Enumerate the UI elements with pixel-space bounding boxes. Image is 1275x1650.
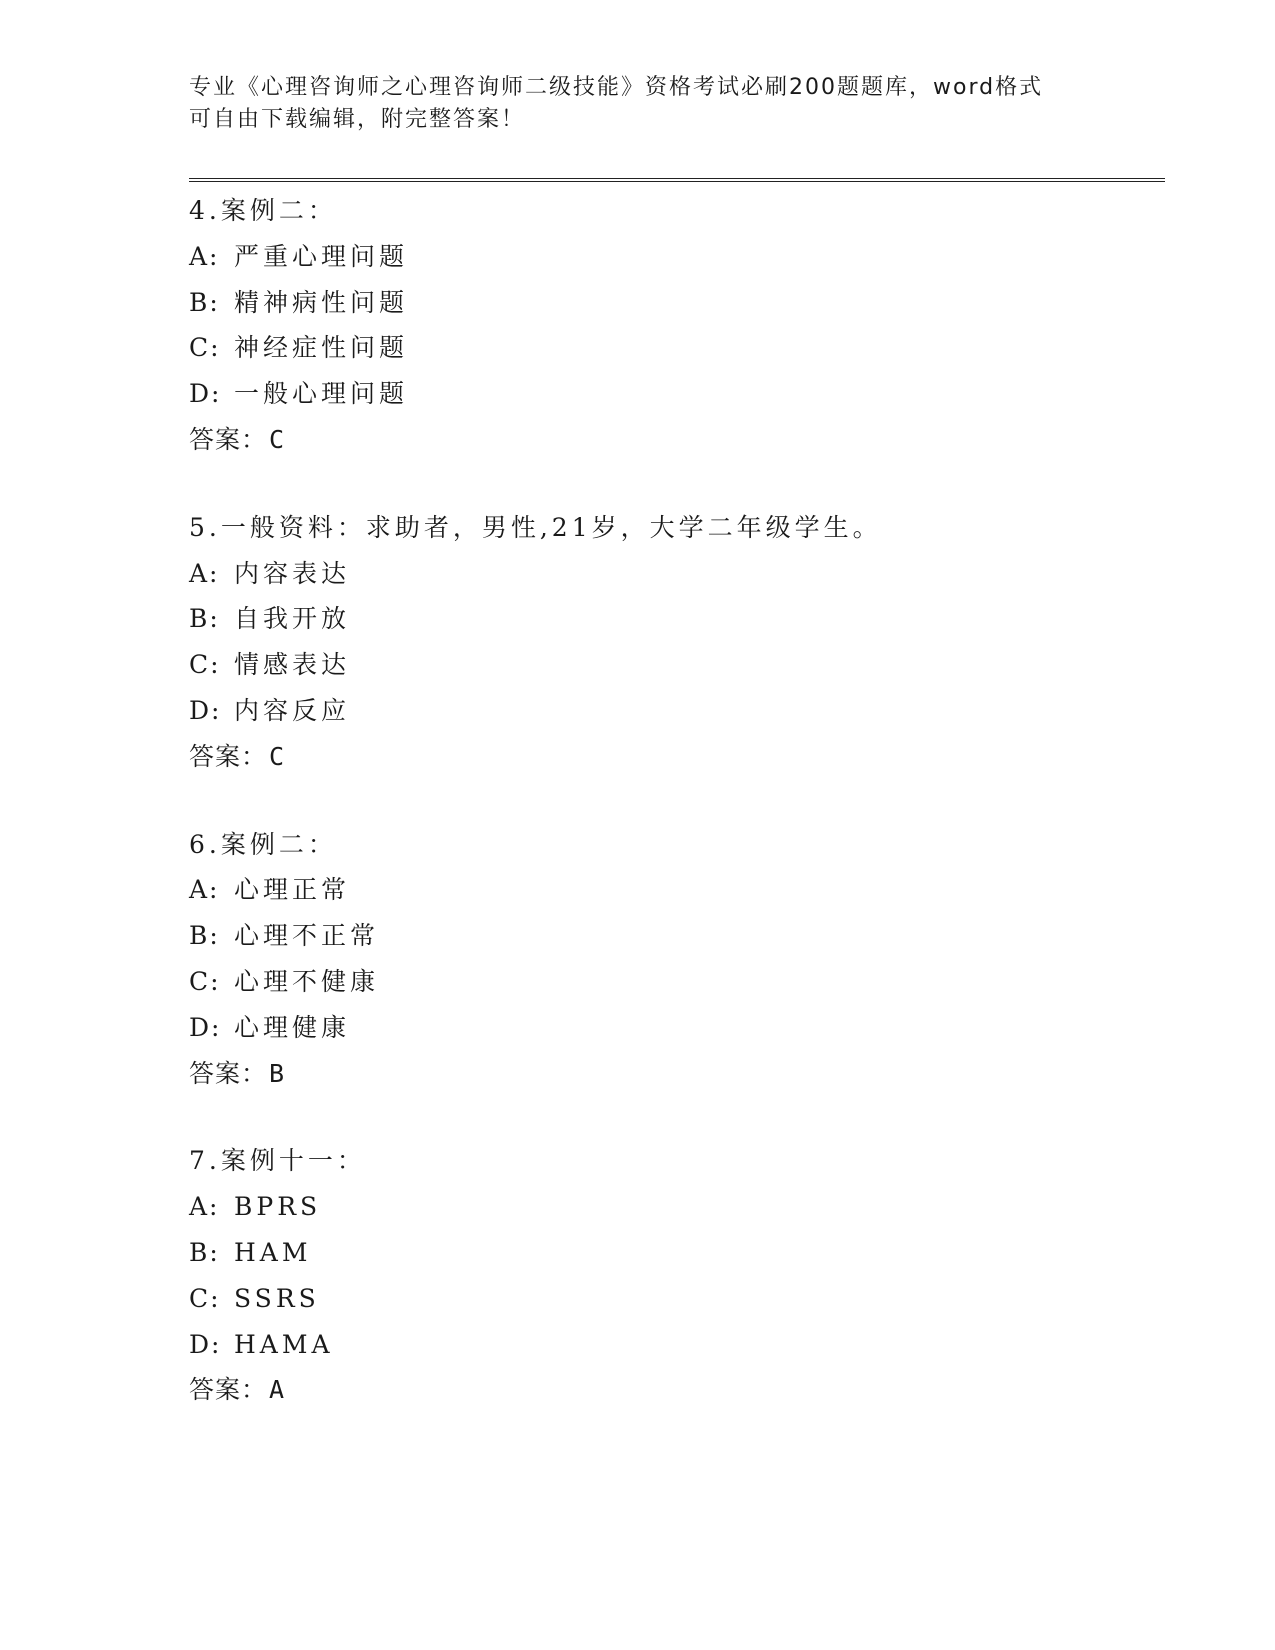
answer-value: C <box>269 424 286 454</box>
document-header <box>189 72 1089 136</box>
option-key: B: <box>189 921 220 951</box>
option-key: C: <box>189 333 221 363</box>
answer-line <box>189 734 1149 780</box>
option-d <box>189 688 1149 734</box>
option-key: A: <box>189 241 220 271</box>
option-text: 严重心理问题 <box>234 241 409 271</box>
question-4 <box>189 188 1149 463</box>
option-text: 心理不健康 <box>234 966 380 996</box>
option-c <box>189 959 1149 1005</box>
option-text: SSRS <box>234 1283 320 1313</box>
answer-label: 答案： <box>189 741 268 771</box>
option-text: 精神病性问题 <box>234 287 409 317</box>
option-a <box>189 551 1149 597</box>
option-text: 神经症性问题 <box>234 333 409 363</box>
option-key: C: <box>189 650 221 680</box>
question-stem: 6.案例二： <box>189 829 337 859</box>
option-text: 一般心理问题 <box>234 379 409 409</box>
option-text: HAM <box>234 1237 312 1267</box>
option-key: A: <box>189 558 220 588</box>
option-text: 心理健康 <box>234 1012 351 1042</box>
option-key: B: <box>189 287 220 317</box>
option-c <box>189 325 1149 371</box>
option-d <box>189 371 1149 417</box>
option-key: B: <box>189 604 220 634</box>
option-d <box>189 1322 1149 1368</box>
option-b <box>189 280 1149 326</box>
option-c <box>189 642 1149 688</box>
question-5 <box>189 505 1149 780</box>
option-key: A: <box>189 875 220 905</box>
question-stem: 5.一般资料：求助者，男性,21岁，大学二年级学生。 <box>189 512 882 542</box>
option-key: A: <box>189 1192 220 1222</box>
option-text: 心理不正常 <box>234 921 380 951</box>
option-text: 内容反应 <box>234 695 351 725</box>
option-key: D: <box>189 1012 222 1042</box>
question-stem: 7.案例十一： <box>189 1146 366 1176</box>
option-a <box>189 867 1149 913</box>
header-divider <box>189 178 1165 182</box>
option-key: B: <box>189 1237 220 1267</box>
question-7 <box>189 1138 1149 1413</box>
answer-label: 答案： <box>189 424 268 454</box>
answer-label: 答案： <box>189 1375 268 1405</box>
option-text: 情感表达 <box>234 650 351 680</box>
answer-line <box>189 1367 1149 1413</box>
option-text: HAMA <box>234 1329 334 1359</box>
answer-label: 答案： <box>189 1058 268 1088</box>
option-b <box>189 1230 1149 1276</box>
option-key: D: <box>189 379 222 409</box>
answer-value: C <box>269 741 286 771</box>
question-stem: 4.案例二： <box>189 196 337 225</box>
header-line-2: 可自由下载编辑，附完整答案！ <box>189 107 526 132</box>
answer-line <box>189 417 1149 463</box>
answer-line <box>189 1051 1149 1097</box>
answer-value: B <box>269 1058 286 1088</box>
option-a <box>189 1184 1149 1230</box>
option-c <box>189 1276 1149 1322</box>
option-text: 心理正常 <box>234 875 351 905</box>
option-text: BPRS <box>234 1192 322 1222</box>
option-b <box>189 596 1149 642</box>
option-d <box>189 1005 1149 1051</box>
answer-value: A <box>269 1375 286 1405</box>
option-key: C: <box>189 966 221 996</box>
option-text: 自我开放 <box>234 604 351 634</box>
header-line-1: 专业《心理咨询师之心理咨询师二级技能》资格考试必刷200题题库，word格式 <box>189 75 1044 100</box>
option-b <box>189 913 1149 959</box>
question-list <box>189 188 1149 1455</box>
option-key: C: <box>189 1283 221 1313</box>
option-key: D: <box>189 1329 222 1359</box>
option-text: 内容表达 <box>234 558 351 588</box>
option-a <box>189 234 1149 280</box>
option-key: D: <box>189 695 222 725</box>
question-6 <box>189 822 1149 1097</box>
